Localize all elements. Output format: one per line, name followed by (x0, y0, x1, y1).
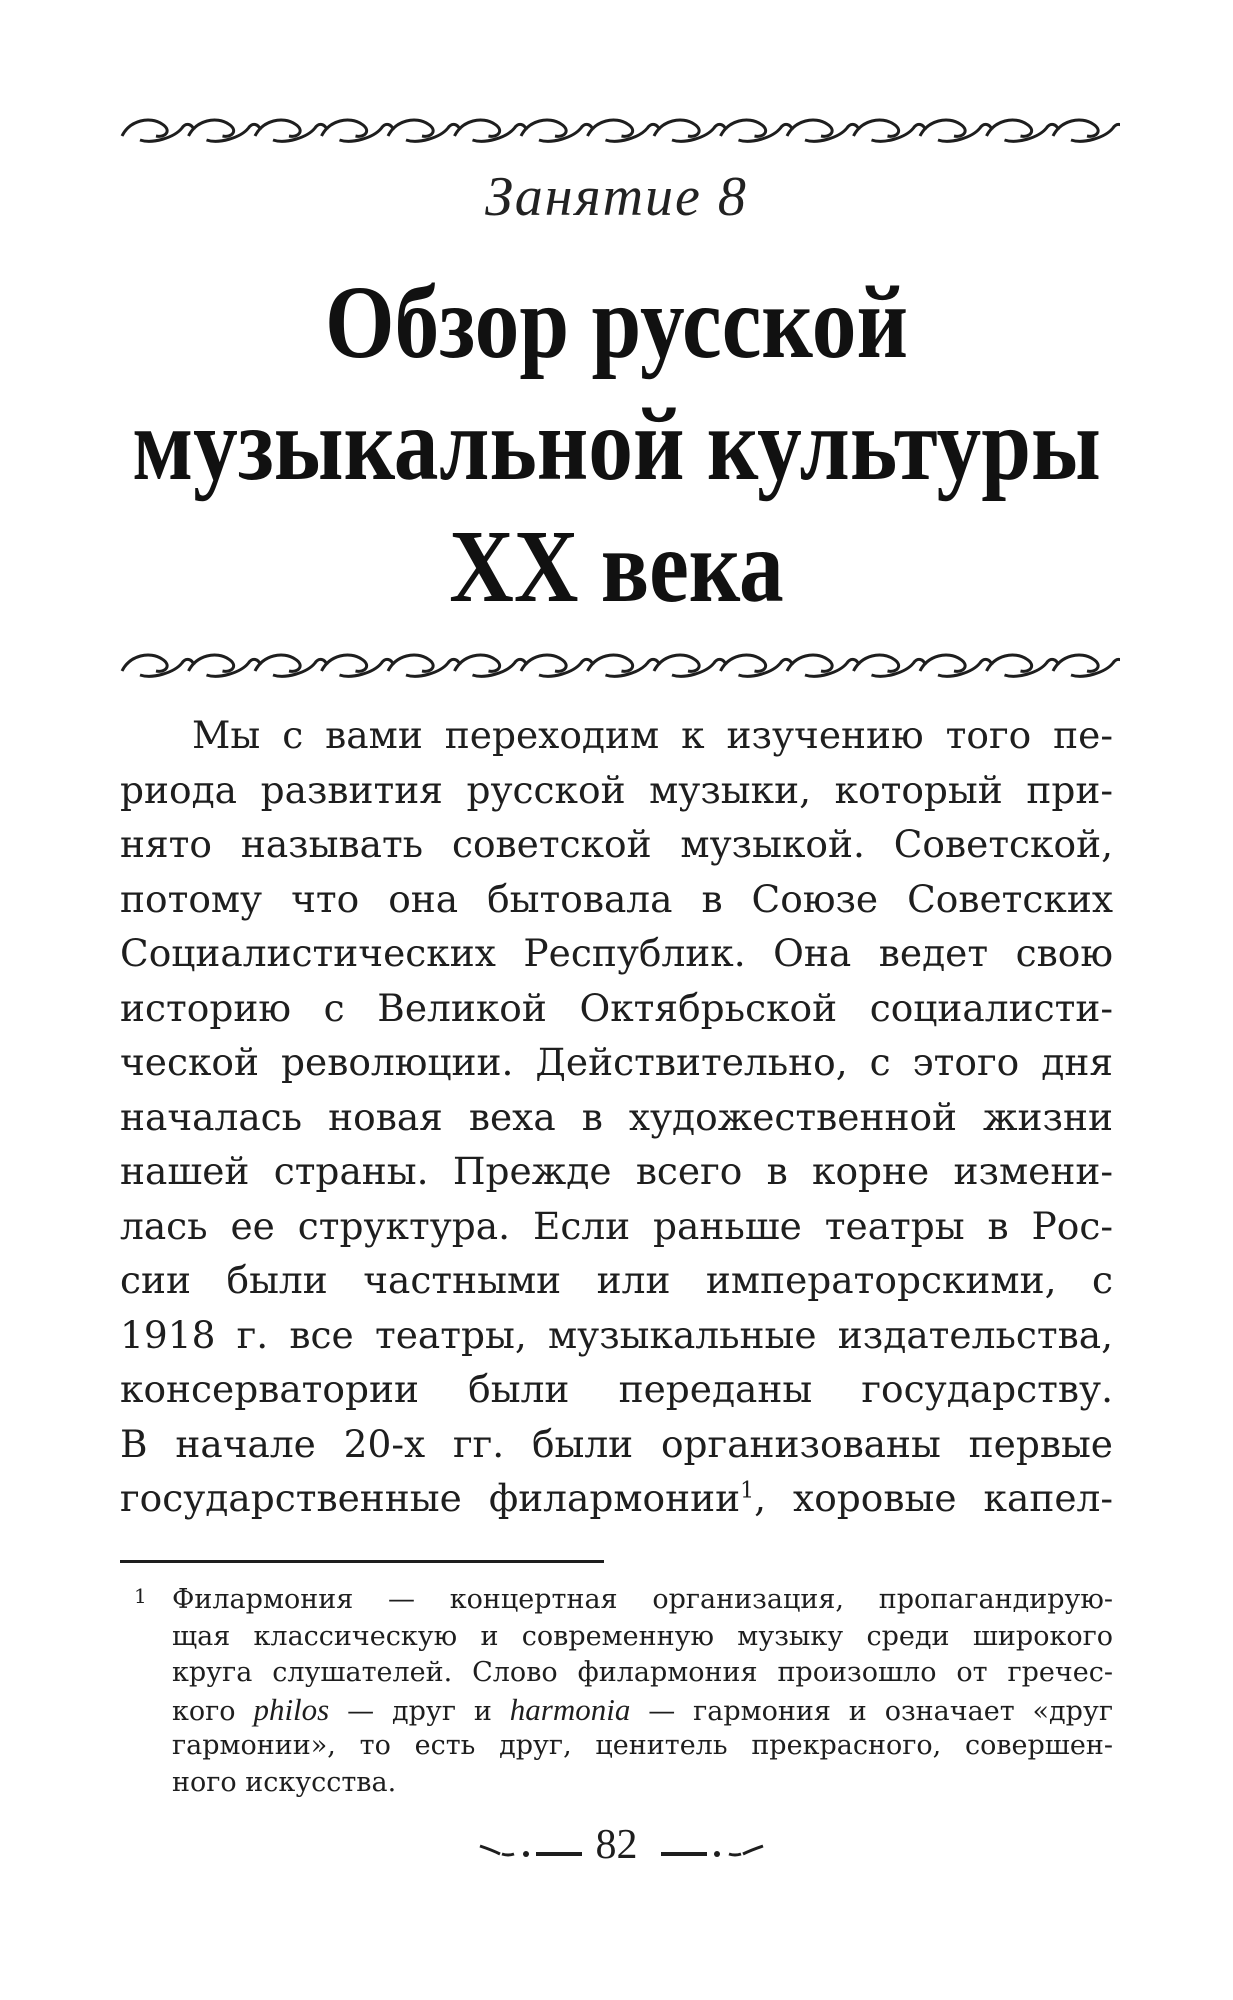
footnote-text: Филармония — концертная организация, пропагандирую- (172, 1584, 1113, 1615)
title-line-3: XX века (449, 509, 784, 624)
text-line: нашей страны. Прежде всего в корне измени- (120, 1149, 1113, 1193)
right-flourish-icon (655, 1832, 765, 1862)
text-line: Мы с вами переходим к изучению того пе- (192, 713, 1113, 757)
lesson-label: Занятие 8 (485, 166, 748, 228)
text-line: сии были частными или императорскими, с (120, 1258, 1113, 1302)
text-line: консерватории были переданы государству. (120, 1367, 1113, 1411)
footnote-line: круга слушателей. Слово филармония произошло от гречес- (172, 1657, 1113, 1688)
page-number: 82 (595, 1822, 638, 1868)
scroll-ornament-icon (120, 110, 1120, 150)
text-line: началась новая веха в художественной жизни (120, 1094, 1113, 1139)
text-fragment: , хоровые капел- (754, 1476, 1113, 1520)
main-paragraph (120, 708, 1113, 1526)
text-line: нято называть советской музыкой. Советской, (120, 822, 1113, 866)
page-footer (0, 1820, 1233, 1870)
text-line: лась ее структура. Если раньше театры в Рос- (120, 1203, 1113, 1248)
footnote-line: ного искусства. (172, 1766, 397, 1798)
footnote-divider (120, 1560, 604, 1563)
text-line: историю с Великой Октябрьской социалисти- (120, 985, 1113, 1030)
bottom-ornament-border (120, 645, 1120, 685)
footnote (120, 1582, 1113, 1801)
text-line: В начале 20-х гг. были организованы первые (120, 1421, 1113, 1466)
scroll-ornament-icon (120, 645, 1120, 685)
text-line: потому что она бытовала в Союзе Советских (120, 876, 1113, 921)
greek-word: harmonia (509, 1691, 631, 1727)
title-line-1: Обзор русской (324, 265, 909, 380)
greek-word: philos (253, 1691, 330, 1727)
footnote-reference: 1 (740, 1478, 755, 1504)
footnote-line (120, 1582, 1113, 1619)
text-line: Социалистических Республик. Она ведет свою (120, 931, 1113, 975)
text-line: риода развития русской музыки, который при- (120, 767, 1113, 812)
footnote-line: гармонии», то есть друг, ценитель прекрасного, совершен- (172, 1730, 1113, 1761)
flourish-right-icon (655, 1832, 765, 1862)
text-line: ческой революции. Действительно, с этого дня (120, 1040, 1113, 1084)
chapter-title (86, 262, 1146, 628)
title-line-2: музыкальной культуры (132, 387, 1101, 502)
footnote-text: — друг и (329, 1695, 510, 1727)
text-line: 1918 г. все театры, музыкальные издательства, (120, 1312, 1113, 1357)
footnote-line: щая классическую и современную музыку среди широкого (172, 1620, 1113, 1652)
footnote-text: — гармония и означает «друг (630, 1695, 1113, 1727)
text-fragment: государственные филармонии (120, 1476, 741, 1520)
footnote-marker: 1 (134, 1584, 147, 1608)
top-ornament-border (120, 110, 1120, 150)
text-line-last (120, 1471, 1113, 1526)
footnote-line (120, 1692, 1113, 1729)
footnote-text: кого (172, 1695, 254, 1727)
